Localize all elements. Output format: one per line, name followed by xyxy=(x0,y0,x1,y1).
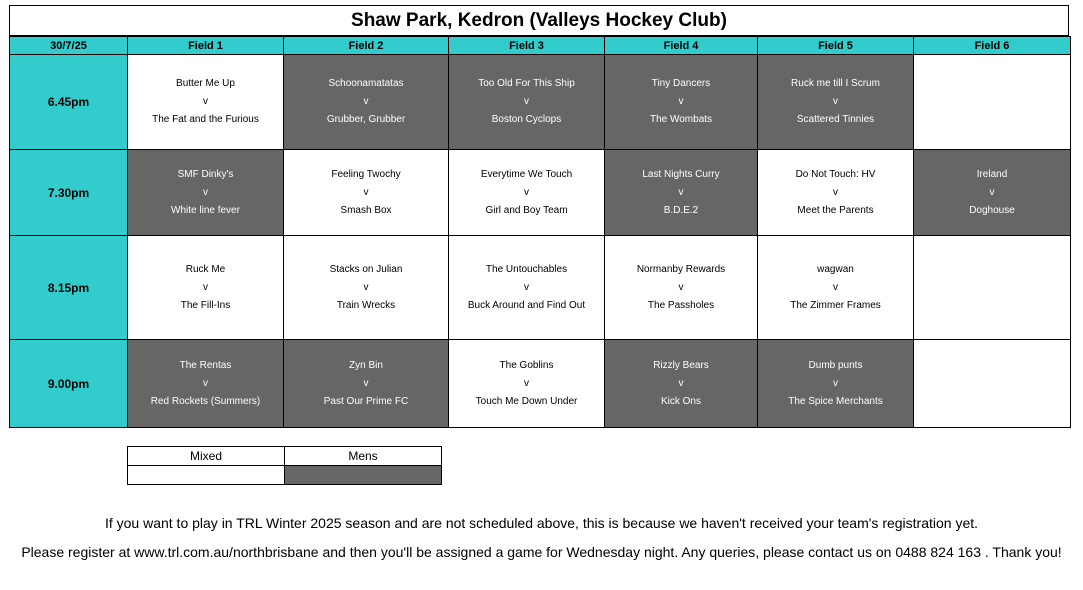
home-team: The Rentas xyxy=(179,359,232,371)
versus-label: v xyxy=(989,186,995,198)
legend xyxy=(127,446,442,485)
game-cell xyxy=(605,340,758,428)
game-cell xyxy=(449,55,605,150)
versus-label: v xyxy=(203,96,208,107)
versus-label: v xyxy=(363,281,369,293)
away-team: Past Our Prime FC xyxy=(323,395,409,407)
empty-slot xyxy=(914,340,1071,428)
versus-label: v xyxy=(833,281,838,293)
away-team: Buck Around and Find Out xyxy=(467,299,586,311)
versus-label: v xyxy=(524,377,529,389)
away-team: The Passholes xyxy=(647,299,715,311)
away-team: White line fever xyxy=(171,204,240,216)
home-team: wagwan xyxy=(817,263,854,275)
field-header: Field 6 xyxy=(914,37,1071,55)
home-team: Normanby Rewards xyxy=(636,263,726,275)
versus-label: v xyxy=(363,377,369,389)
versus-label: v xyxy=(833,96,838,107)
versus-label: v xyxy=(203,377,208,389)
versus-label: v xyxy=(203,186,208,198)
away-team: Doghouse xyxy=(969,204,1015,216)
away-team: Girl and Boy Team xyxy=(485,204,568,216)
away-team: The Fill-Ins xyxy=(180,299,231,311)
home-team: Do Not Touch: HV xyxy=(795,168,876,180)
versus-label: v xyxy=(524,186,529,198)
game-cell xyxy=(758,340,914,428)
time-slot: 7.30pm xyxy=(10,150,128,236)
home-team: The Untouchables xyxy=(485,263,568,275)
game-cell xyxy=(128,55,284,150)
game-cell xyxy=(128,236,284,340)
game-cell xyxy=(758,236,914,340)
home-team: Ireland xyxy=(976,168,1008,180)
game-cell xyxy=(449,340,605,428)
away-team: Smash Box xyxy=(340,204,392,216)
game-cell xyxy=(128,150,284,236)
away-team: Meet the Parents xyxy=(797,204,874,216)
page-title: Shaw Park, Kedron (Valleys Hockey Club) xyxy=(9,5,1069,36)
home-team: Schoonamatatas xyxy=(328,78,404,89)
date-header: 30/7/25 xyxy=(10,37,128,55)
game-cell xyxy=(449,150,605,236)
away-team: The Wombats xyxy=(649,114,713,125)
field-header: Field 2 xyxy=(284,37,449,55)
versus-label: v xyxy=(524,281,529,293)
versus-label: v xyxy=(833,186,838,198)
versus-label: v xyxy=(678,377,684,389)
away-team: Scattered Tinnies xyxy=(796,114,875,125)
registration-note: If you want to play in TRL Winter 2025 season and are not scheduled above, this is because we haven't received your team's registration yet. xyxy=(104,515,979,531)
field-header: Field 1 xyxy=(128,37,284,55)
home-team: The Goblins xyxy=(499,359,554,371)
home-team: Butter Me Up xyxy=(176,78,235,89)
versus-label: v xyxy=(833,377,838,389)
fixture-table xyxy=(9,36,1071,428)
home-team: Tiny Dancers xyxy=(651,78,711,89)
field-header: Field 5 xyxy=(758,37,914,55)
empty-slot xyxy=(914,236,1071,340)
game-cell xyxy=(758,55,914,150)
game-cell xyxy=(449,236,605,340)
home-team: Too Old For This Ship xyxy=(478,78,575,89)
time-slot-row xyxy=(10,340,1071,428)
away-team: The Spice Merchants xyxy=(788,395,883,407)
away-team: The Zimmer Frames xyxy=(790,299,881,311)
time-slot: 9.00pm xyxy=(10,340,128,428)
home-team: Feeling Twochy xyxy=(331,168,401,180)
game-cell xyxy=(284,55,449,150)
legend-mixed-swatch xyxy=(128,466,285,485)
away-team: Train Wrecks xyxy=(336,299,396,311)
versus-label: v xyxy=(363,186,369,198)
home-team: Everytime We Touch xyxy=(480,168,573,180)
home-team: Ruck me till I Scrum xyxy=(791,78,880,89)
home-team: Stacks on Julian xyxy=(329,263,403,275)
home-team: Last Nights Curry xyxy=(642,168,720,180)
versus-label: v xyxy=(678,186,684,198)
time-slot-row xyxy=(10,150,1071,236)
time-slot-row xyxy=(10,236,1071,340)
header-row xyxy=(10,37,1071,55)
versus-label: v xyxy=(524,96,529,107)
time-slot-row xyxy=(10,55,1071,150)
away-team: B.D.E.2 xyxy=(663,204,699,216)
empty-slot xyxy=(914,55,1071,150)
game-cell xyxy=(605,150,758,236)
away-team: Kick Ons xyxy=(660,395,701,407)
time-slot: 6.45pm xyxy=(10,55,128,150)
versus-label: v xyxy=(363,96,369,107)
home-team: Ruck Me xyxy=(185,263,226,275)
game-cell xyxy=(605,55,758,150)
legend-mens-label: Mens xyxy=(285,447,442,466)
game-cell xyxy=(284,340,449,428)
field-header: Field 4 xyxy=(605,37,758,55)
field-header: Field 3 xyxy=(449,37,605,55)
time-slot: 8.15pm xyxy=(10,236,128,340)
legend-mixed-label: Mixed xyxy=(128,447,285,466)
home-team: SMF Dinky's xyxy=(177,168,234,180)
away-team: Boston Cyclops xyxy=(491,114,562,125)
home-team: Dumb punts xyxy=(808,359,863,371)
legend-mens-swatch xyxy=(285,466,442,485)
game-cell xyxy=(758,150,914,236)
home-team: Zyn Bin xyxy=(349,359,383,371)
away-team: The Fat and the Furious xyxy=(152,114,259,125)
game-cell xyxy=(284,236,449,340)
versus-label: v xyxy=(678,96,684,107)
game-cell xyxy=(914,150,1071,236)
contact-note: Please register at www.trl.com.au/northbrisbane and then you'll be assigned a game for Wednesday night. Any queries, please contact us on 0488 824 163 . Thank you! xyxy=(21,544,1062,560)
versus-label: v xyxy=(203,281,208,293)
home-team: Rizzly Bears xyxy=(653,359,709,371)
versus-label: v xyxy=(678,281,684,293)
game-cell xyxy=(128,340,284,428)
away-team: Touch Me Down Under xyxy=(475,395,578,407)
away-team: Red Rockets (Summers) xyxy=(150,395,261,407)
game-cell xyxy=(284,150,449,236)
away-team: Grubber, Grubber xyxy=(326,114,406,125)
game-cell xyxy=(605,236,758,340)
